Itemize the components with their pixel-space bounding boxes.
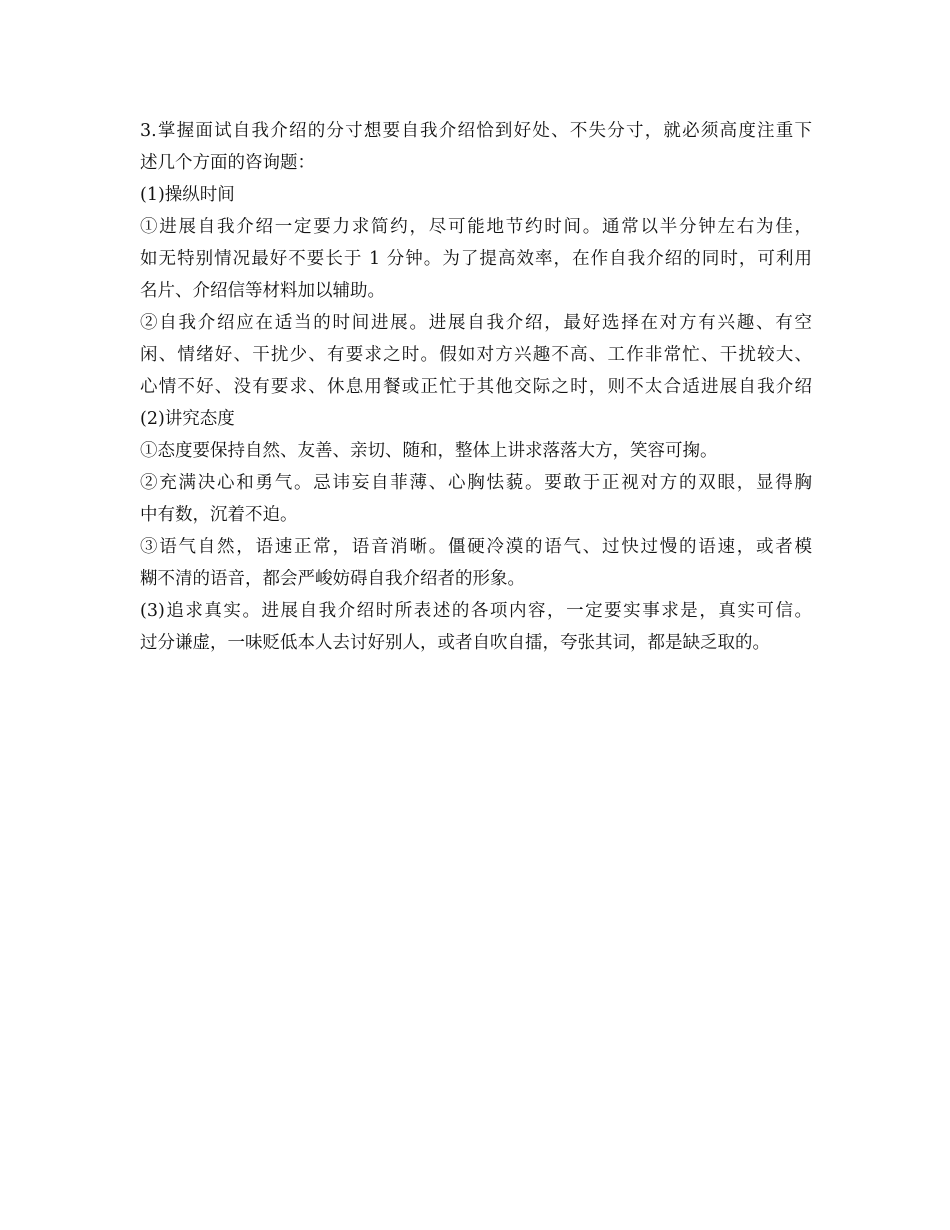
section-heading: (2)讲究态度 [140,409,235,429]
paragraph-line: ②自我介绍应在适当的时间进展。进展自我介绍，最好选择在对方有兴趣、有空 [140,313,812,333]
paragraph-line: ①进展自我介绍一定要力求简约，尽可能地节约时间。通常以半分钟左右为佳， [140,217,812,237]
document-body [140,115,812,659]
paragraph-line: 3.掌握面试自我介绍的分寸想要自我介绍恰到好处、不失分寸，就必须高度注重下 [140,121,812,141]
paragraph-line: 述几个方面的咨询题： [140,153,315,173]
paragraph-line: ③语气自然，语速正常，语音消晰。僵硬冷漠的语气、过快过慢的语速，或者模 [140,537,812,557]
paragraph-line: 如无特别情况最好不要长于 1 分钟。为了提高效率，在作自我介绍的同时，可利用 [140,249,812,269]
paragraph-line: (3)追求真实。进展自我介绍时所表述的各项内容，一定要实事求是，真实可信。 [140,601,812,621]
paragraph-line: ①态度要保持自然、友善、亲切、随和，整体上讲求落落大方，笑容可掬。 [140,441,718,461]
paragraph-line: ②充满决心和勇气。忌讳妄自菲薄、心胸怯藐。要敢于正视对方的双眼，显得胸 [140,473,812,493]
paragraph-line: 心情不好、没有要求、休息用餐或正忙于其他交际之时，则不太合适进展自我介绍 [140,377,812,397]
paragraph-line: 糊不清的语音，都会严峻妨碍自我介绍者的形象。 [140,569,525,589]
section-heading: (1)操纵时间 [140,185,235,205]
paragraph-line: 中有数，沉着不迫。 [140,505,298,525]
paragraph-line: 名片、介绍信等材料加以辅助。 [140,281,385,301]
paragraph-line: 过分谦虚，一味贬低本人去讨好别人，或者自吹自擂，夸张其词，都是缺乏取的。 [140,633,770,653]
paragraph-line: 闲、情绪好、干扰少、有要求之时。假如对方兴趣不高、工作非常忙、干扰较大、 [140,345,812,365]
